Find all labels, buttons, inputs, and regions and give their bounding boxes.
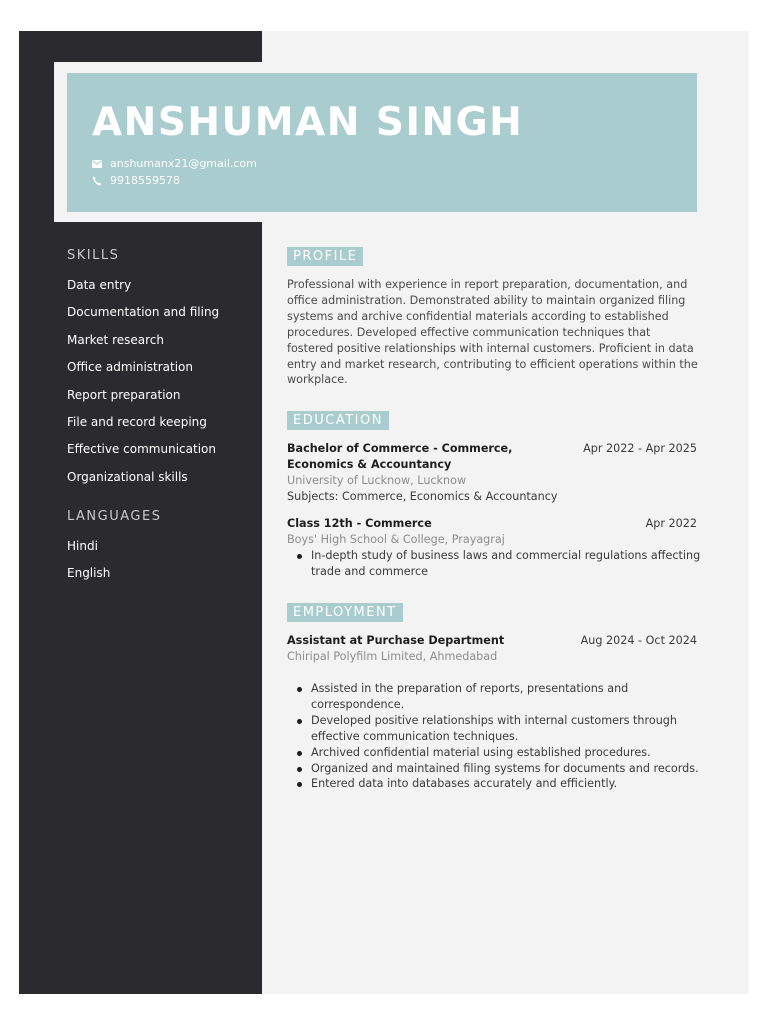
skill-item: Effective communication — [67, 442, 216, 457]
job-title: Assistant at Purchase Department — [287, 634, 505, 647]
education-subjects: Subjects: Commerce, Economics & Accountancy — [287, 490, 558, 503]
candidate-name: ANSHUMAN SINGH — [92, 100, 524, 145]
education-date: Apr 2022 - Apr 2025 — [583, 442, 697, 455]
profile-heading: PROFILE — [287, 247, 363, 266]
skills-heading: SKILLS — [67, 248, 120, 263]
languages-list — [67, 538, 110, 593]
contact-email[interactable] — [91, 157, 257, 170]
bullet-item: Assisted in the preparation of reports, presentations and correspondence. — [311, 681, 711, 713]
education-bullets — [287, 548, 711, 580]
phone-text: 9918559578 — [110, 174, 180, 187]
profile-text: Professional with experience in report preparation, documentation, and office administration. Demonstrated ability to maintain organized filing systems and archive confidential materials according to established procedures. Developed effective communication techniques that fostered positive relationships with internal customers. Proficient in data entry and market research, contributing to efficient operations within the workplace. — [287, 278, 698, 387]
education-title: Class 12th - Commerce — [287, 517, 432, 530]
education-title: Bachelor of Commerce - Commerce, Economics & Accountancy — [287, 442, 513, 471]
email-text: anshumanx21@gmail.com — [110, 157, 257, 170]
skill-item: Market research — [67, 332, 164, 347]
skill-item: Documentation and filing — [67, 305, 220, 320]
contact-phone[interactable] — [91, 174, 180, 187]
job-bullets — [287, 681, 711, 792]
skill-item: Report preparation — [67, 387, 181, 402]
skill-item: Data entry — [67, 278, 132, 292]
bullet-item: In-depth study of business laws and commercial regulations affecting trade and commerce — [311, 548, 711, 580]
skill-item: File and record keeping — [67, 414, 207, 429]
employment-heading: EMPLOYMENT — [287, 603, 403, 622]
language-item: English — [67, 566, 111, 581]
phone-icon — [91, 175, 103, 187]
job-company: Chiripal Polyfilm Limited, Ahmedabad — [287, 650, 498, 663]
skill-item: Office administration — [67, 360, 194, 375]
education-date: Apr 2022 — [645, 517, 697, 530]
bullet-item: Developed positive relationships with internal customers through effective communication techniques. — [311, 713, 711, 745]
languages-heading: LANGUAGES — [67, 509, 162, 524]
envelope-icon — [91, 158, 103, 170]
skills-list — [67, 277, 219, 496]
bullet-item: Entered data into databases accurately and efficiently. — [311, 776, 711, 792]
education-heading: EDUCATION — [287, 411, 389, 430]
education-institution: University of Lucknow, Lucknow — [287, 474, 467, 487]
job-date: Aug 2024 - Oct 2024 — [580, 634, 697, 647]
bullet-item: Organized and maintained filing systems for documents and records. — [311, 761, 711, 777]
skill-item: Organizational skills — [67, 469, 188, 484]
language-item: Hindi — [67, 539, 98, 553]
bullet-item: Archived confidential material using established procedures. — [311, 745, 711, 761]
education-institution: Boys' High School & College, Prayagraj — [287, 533, 505, 546]
